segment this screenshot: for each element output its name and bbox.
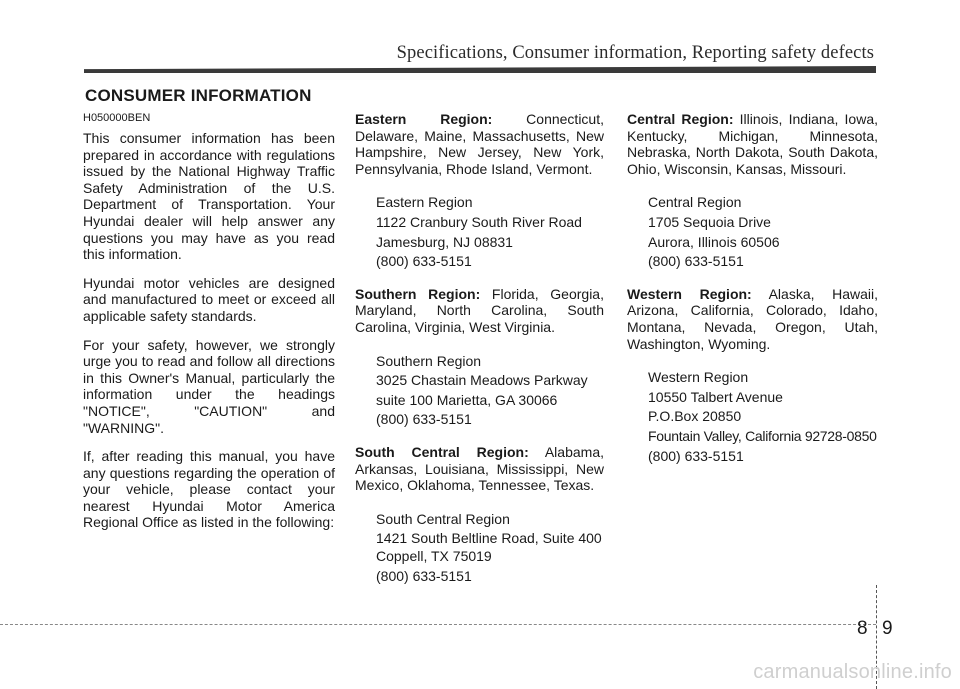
section-title: CONSUMER INFORMATION bbox=[85, 86, 312, 105]
address-line: 10550 Talbert Avenue bbox=[648, 388, 783, 405]
address-line: South Central Region bbox=[376, 510, 510, 527]
southern-region-states: Florida, Georgia, Maryland, North Carolina, South Carolina, Virginia, West Virginia. bbox=[355, 285, 604, 335]
watermark: carmanualsonline.info bbox=[753, 661, 952, 683]
southern-region-description bbox=[355, 286, 604, 336]
chapter-number: 8 bbox=[857, 618, 868, 639]
central-region-address bbox=[627, 194, 878, 269]
intro-paragraph-3: For your safety, however, we strongly urge you to read and follow all directions in this Owner's Manual, particularly the information under the headings "NOTICE", "CAUTION" and "WARNING". bbox=[83, 336, 335, 436]
south-central-region-label: South Central Region: bbox=[355, 443, 529, 460]
phone-number: (800) 633-5151 bbox=[376, 567, 472, 584]
intro-paragraph-2: Hyundai motor vehicles are designed and manufactured to meet or exceed all applicable safety standards. bbox=[83, 274, 335, 324]
address-line: Eastern Region bbox=[376, 194, 473, 211]
central-region-label: Central Region: bbox=[627, 111, 734, 127]
address-line: Coppell, TX 75019 bbox=[376, 548, 492, 565]
column-regions-a bbox=[355, 111, 604, 586]
address-line: suite 100 Marietta, GA 30066 bbox=[376, 391, 558, 408]
address-line: 1421 South Beltline Road, Suite 400 bbox=[376, 530, 602, 547]
eastern-region-address bbox=[355, 194, 604, 269]
header-rule bbox=[84, 66, 876, 73]
western-region-address bbox=[627, 369, 878, 464]
address-line: Aurora, Illinois 60506 bbox=[648, 233, 780, 250]
eastern-region-description bbox=[355, 111, 604, 177]
address-line: 1122 Cranbury South River Road bbox=[376, 213, 582, 230]
phone-number: (800) 633-5151 bbox=[648, 447, 744, 464]
eastern-region-label: Eastern Region: bbox=[355, 111, 493, 127]
intro-paragraph-1: This consumer information has been prepared in accordance with regulations issued by the National Highway Traffic Safety Administration of the U.S. Department of Transportation. Your Hyundai dealer will help answer any questions you may have as you read this information. bbox=[83, 130, 335, 263]
central-region-states: Illinois, Indiana, Iowa, Kentucky, Michigan, Minnesota, Nebraska, North Dakota, South Dakota, Ohio, Wisconsin, Kansas, Missouri. bbox=[627, 111, 879, 177]
address-line: P.O.Box 20850 bbox=[648, 408, 742, 425]
south-central-region-address bbox=[355, 511, 604, 585]
address-line: Southern Region bbox=[376, 352, 482, 369]
south-central-region-description bbox=[355, 444, 604, 494]
intro-paragraph-4: If, after reading this manual, you have any questions regarding the operation of your vehicle, please contact your nearest Hyundai Motor America Regional Office as listed in the following: bbox=[83, 448, 335, 531]
column-intro bbox=[83, 111, 335, 531]
address-line: Jamesburg, NJ 08831 bbox=[376, 233, 513, 250]
western-region-description bbox=[627, 286, 878, 352]
page-number: 9 bbox=[882, 618, 893, 639]
western-region-label: Western Region: bbox=[627, 285, 752, 302]
phone-number: (800) 633-5151 bbox=[376, 253, 472, 270]
central-region-description bbox=[627, 111, 878, 177]
footer-divider bbox=[0, 624, 876, 625]
western-region-states: Alaska, Hawaii, Arizona, California, Colorado, Idaho, Montana, Nevada, Oregon, Utah, Washington, Wyoming. bbox=[627, 285, 879, 352]
address-line: Western Region bbox=[648, 369, 749, 386]
section-code: H050000BEN bbox=[83, 112, 151, 124]
phone-number: (800) 633-5151 bbox=[648, 253, 744, 270]
address-line: 3025 Chastain Meadows Parkway bbox=[376, 372, 588, 389]
address-line: Fountain Valley, California 92728-0850 bbox=[648, 427, 877, 444]
south-central-region-states: Alabama, Arkansas, Louisiana, Mississippi, New Mexico, Oklahoma, Tennessee, Texas. bbox=[355, 443, 604, 494]
running-header: Specifications, Consumer information, Reporting safety defects bbox=[396, 43, 874, 63]
southern-region-address bbox=[355, 353, 604, 428]
phone-number: (800) 633-5151 bbox=[376, 411, 472, 428]
address-line: Central Region bbox=[648, 194, 742, 211]
column-regions-b bbox=[627, 111, 878, 466]
eastern-region-states: Connecticut, Delaware, Maine, Massachusetts, New Hampshire, New Jersey, New York, Pennsylvania, Rhode Island, Vermont. bbox=[355, 111, 604, 177]
address-line: 1705 Sequoia Drive bbox=[648, 213, 771, 230]
southern-region-label: Southern Region: bbox=[355, 285, 481, 302]
